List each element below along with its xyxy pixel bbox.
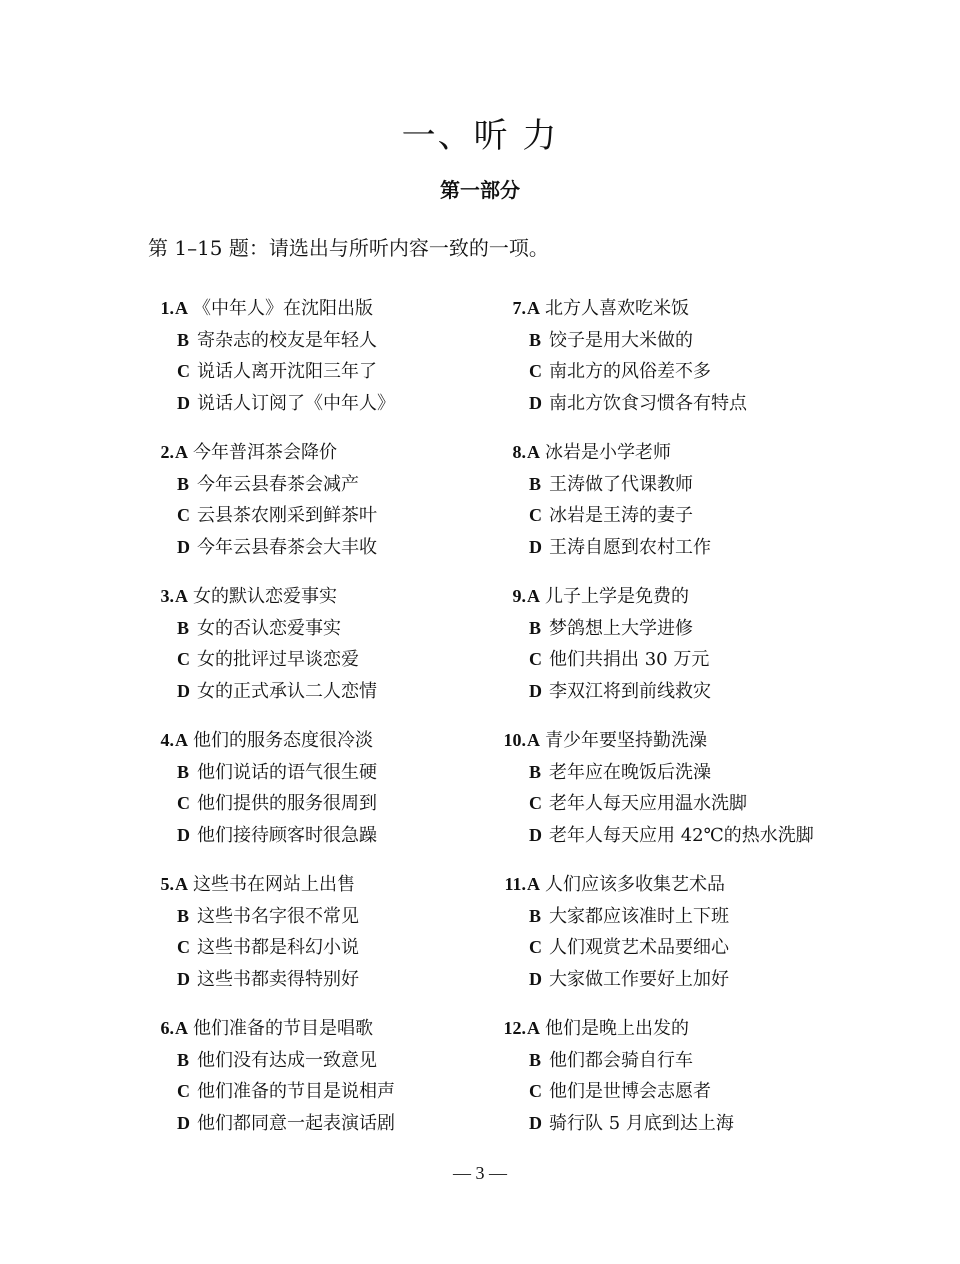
answer-option <box>150 964 395 996</box>
option-letter: D <box>529 680 542 701</box>
option-text: 他们接待顾客时很急躁 <box>197 824 377 846</box>
option-letter: B <box>177 1049 190 1070</box>
option-letter: D <box>529 968 542 989</box>
option-letter: D <box>177 536 190 557</box>
section-title: 一、听 力 <box>401 116 559 156</box>
option-letter: A <box>527 874 540 894</box>
option-letter: B <box>177 761 190 782</box>
answer-option <box>494 725 814 757</box>
answer-option <box>150 325 395 357</box>
answer-option <box>494 581 814 613</box>
answer-option <box>150 1108 395 1140</box>
option-letter: B <box>177 329 190 350</box>
answer-option <box>150 469 395 501</box>
option-text: 青少年要坚持勤洗澡 <box>545 730 707 751</box>
option-text: 女的批评过早谈恋爱 <box>197 649 359 670</box>
answer-option <box>494 388 814 420</box>
option-letter: D <box>177 968 190 989</box>
answer-option <box>150 676 395 708</box>
option-text: 李双江将到前线救灾 <box>549 680 711 702</box>
answer-option <box>494 964 814 996</box>
option-letter: C <box>529 649 542 669</box>
option-text: 王涛自愿到农村工作 <box>549 536 711 558</box>
part-title: 第一部分 <box>440 178 520 202</box>
option-text: 这些书在网站上出售 <box>193 874 355 895</box>
option-letter: A <box>527 298 540 318</box>
answer-option <box>494 757 814 789</box>
answer-option <box>150 532 395 564</box>
question-item <box>494 869 814 1013</box>
answer-option <box>494 325 814 357</box>
question-number: 7. <box>512 298 526 318</box>
answer-option <box>150 820 395 852</box>
option-text: 他们说话的语气很生硬 <box>197 761 377 783</box>
option-text: 他们的服务态度很冷淡 <box>193 730 373 751</box>
option-letter: A <box>175 1018 188 1038</box>
option-text: 他们都同意一起表演话剧 <box>197 1112 395 1134</box>
option-letter: B <box>177 617 190 638</box>
option-text: 他们是晚上出发的 <box>545 1018 689 1039</box>
option-text: 儿子上学是免费的 <box>545 586 689 607</box>
option-letter: D <box>177 680 190 701</box>
option-text: 今年普洱茶会降价 <box>193 442 337 463</box>
option-letter: C <box>177 793 190 813</box>
option-text: 这些书都卖得特别好 <box>197 968 359 990</box>
question-item <box>150 581 395 725</box>
option-text: 这些书都是科幻小说 <box>197 937 359 958</box>
answer-option <box>150 757 395 789</box>
answer-option <box>494 901 814 933</box>
answer-option <box>494 500 814 532</box>
answer-option <box>150 437 395 469</box>
questions-right-column <box>494 293 814 1157</box>
option-text: 他们是世博会志愿者 <box>549 1081 711 1102</box>
answer-option <box>494 932 814 964</box>
option-letter: B <box>529 617 542 638</box>
answer-option <box>150 1013 395 1045</box>
option-text: 老年应在晚饭后洗澡 <box>549 761 711 783</box>
answer-option <box>150 1076 395 1108</box>
question-item <box>150 437 395 581</box>
option-letter: D <box>529 824 542 845</box>
option-text: 大家都应该准时上下班 <box>549 905 729 927</box>
question-number: 2. <box>160 442 174 462</box>
option-letter: A <box>527 442 540 462</box>
option-letter: B <box>529 1049 542 1070</box>
option-text: 今年云县春茶会减产 <box>197 473 359 495</box>
option-text: 人们应该多收集艺术品 <box>545 874 725 895</box>
option-text: 女的否认恋爱事实 <box>197 617 341 639</box>
option-letter: A <box>175 586 188 606</box>
option-text: 他们没有达成一致意见 <box>197 1049 377 1071</box>
option-letter: B <box>177 905 190 926</box>
option-text: 他们都会骑自行车 <box>549 1049 693 1071</box>
answer-option <box>494 613 814 645</box>
option-text: 南北方的风俗差不多 <box>549 361 711 382</box>
answer-option <box>494 869 814 901</box>
option-text: 饺子是用大米做的 <box>549 329 693 351</box>
question-item <box>494 1013 814 1157</box>
option-letter: C <box>529 361 542 381</box>
answer-option <box>494 788 814 820</box>
questions-left-column <box>150 293 395 1157</box>
option-text: 南北方饮食习惯各有特点 <box>549 392 747 414</box>
option-text: 说话人订阅了《中年人》 <box>197 392 395 414</box>
option-text: 北方人喜欢吃米饭 <box>545 298 689 319</box>
option-letter: A <box>527 586 540 606</box>
answer-option <box>494 1076 814 1108</box>
option-text: 老年人每天应用温水洗脚 <box>549 793 747 814</box>
answer-option <box>494 820 814 852</box>
answer-option <box>150 644 395 676</box>
question-number: 8. <box>512 442 526 462</box>
answer-option <box>494 356 814 388</box>
option-letter: B <box>529 905 542 926</box>
option-letter: B <box>529 761 542 782</box>
answer-option <box>150 725 395 757</box>
option-letter: C <box>177 505 190 525</box>
option-letter: C <box>529 505 542 525</box>
answer-option <box>150 500 395 532</box>
option-text: 冰岩是小学老师 <box>545 442 671 463</box>
option-letter: A <box>175 874 188 894</box>
question-item <box>494 725 814 869</box>
option-text: 他们共捐出 30 万元 <box>549 649 710 670</box>
option-letter: C <box>177 937 190 957</box>
option-text: 云县茶农刚采到鲜茶叶 <box>197 505 377 526</box>
option-text: 大家做工作要好上加好 <box>549 968 729 990</box>
option-text: 他们准备的节目是说相声 <box>197 1081 395 1102</box>
option-text: 女的默认恋爱事实 <box>193 586 337 607</box>
question-number: 5. <box>160 874 174 894</box>
page-number: — 3 — <box>453 1163 507 1183</box>
option-letter: D <box>177 392 190 413</box>
answer-option <box>494 644 814 676</box>
answer-option <box>150 788 395 820</box>
question-number: 11. <box>504 874 526 894</box>
question-item <box>150 869 395 1013</box>
option-letter: C <box>177 361 190 381</box>
question-item <box>494 293 814 437</box>
option-letter: C <box>529 793 542 813</box>
question-number: 12. <box>503 1018 526 1038</box>
instruction: 第 1–15 题：请选出与所听内容一致的一项。 <box>148 236 549 260</box>
question-item <box>494 581 814 725</box>
answer-option <box>494 469 814 501</box>
answer-option <box>150 901 395 933</box>
option-letter: A <box>527 1018 540 1038</box>
option-letter: A <box>527 730 540 750</box>
option-letter: D <box>529 536 542 557</box>
option-letter: C <box>529 1081 542 1101</box>
option-text: 人们观赏艺术品要细心 <box>549 937 729 958</box>
option-letter: D <box>177 1112 190 1133</box>
answer-option <box>150 613 395 645</box>
option-text: 寄杂志的校友是年轻人 <box>197 329 377 351</box>
option-text: 王涛做了代课教师 <box>549 473 693 495</box>
answer-option <box>494 676 814 708</box>
answer-option <box>494 437 814 469</box>
question-item <box>494 437 814 581</box>
option-text: 梦鸽想上大学进修 <box>549 617 693 639</box>
option-letter: B <box>529 473 542 494</box>
option-letter: C <box>177 649 190 669</box>
option-text: 他们准备的节目是唱歌 <box>193 1018 373 1039</box>
question-item <box>150 725 395 869</box>
option-letter: A <box>175 730 188 750</box>
option-text: 老年人每天应用 42℃的热水洗脚 <box>549 824 814 846</box>
answer-option <box>150 869 395 901</box>
answer-option <box>150 388 395 420</box>
option-letter: B <box>529 329 542 350</box>
question-item <box>150 293 395 437</box>
answer-option <box>150 581 395 613</box>
answer-option <box>494 1013 814 1045</box>
option-text: 今年云县春茶会大丰收 <box>197 536 377 558</box>
option-text: 骑行队 5 月底到达上海 <box>549 1112 734 1134</box>
option-text: 这些书名字很不常见 <box>197 905 359 927</box>
option-text: 说话人离开沈阳三年了 <box>197 361 377 382</box>
option-letter: C <box>529 937 542 957</box>
option-text: 女的正式承认二人恋情 <box>197 680 377 702</box>
option-letter: A <box>175 298 188 318</box>
question-number: 3. <box>160 586 174 606</box>
question-number: 6. <box>160 1018 174 1038</box>
option-letter: D <box>529 392 542 413</box>
option-letter: A <box>175 442 188 462</box>
question-number: 10. <box>503 730 526 750</box>
question-number: 1. <box>160 298 174 318</box>
question-item <box>150 1013 395 1157</box>
option-letter: B <box>177 473 190 494</box>
answer-option <box>150 1045 395 1077</box>
answer-option <box>494 1108 814 1140</box>
question-number: 9. <box>512 586 526 606</box>
answer-option <box>494 532 814 564</box>
option-text: 冰岩是王涛的妻子 <box>549 505 693 526</box>
answer-option <box>494 1045 814 1077</box>
option-letter: D <box>177 824 190 845</box>
answer-option <box>150 356 395 388</box>
option-letter: D <box>529 1112 542 1133</box>
question-number: 4. <box>160 730 174 750</box>
answer-option <box>150 932 395 964</box>
answer-option <box>494 293 814 325</box>
option-text: 《中年人》在沈阳出版 <box>193 298 373 319</box>
option-letter: C <box>177 1081 190 1101</box>
answer-option <box>150 293 395 325</box>
option-text: 他们提供的服务很周到 <box>197 793 377 814</box>
